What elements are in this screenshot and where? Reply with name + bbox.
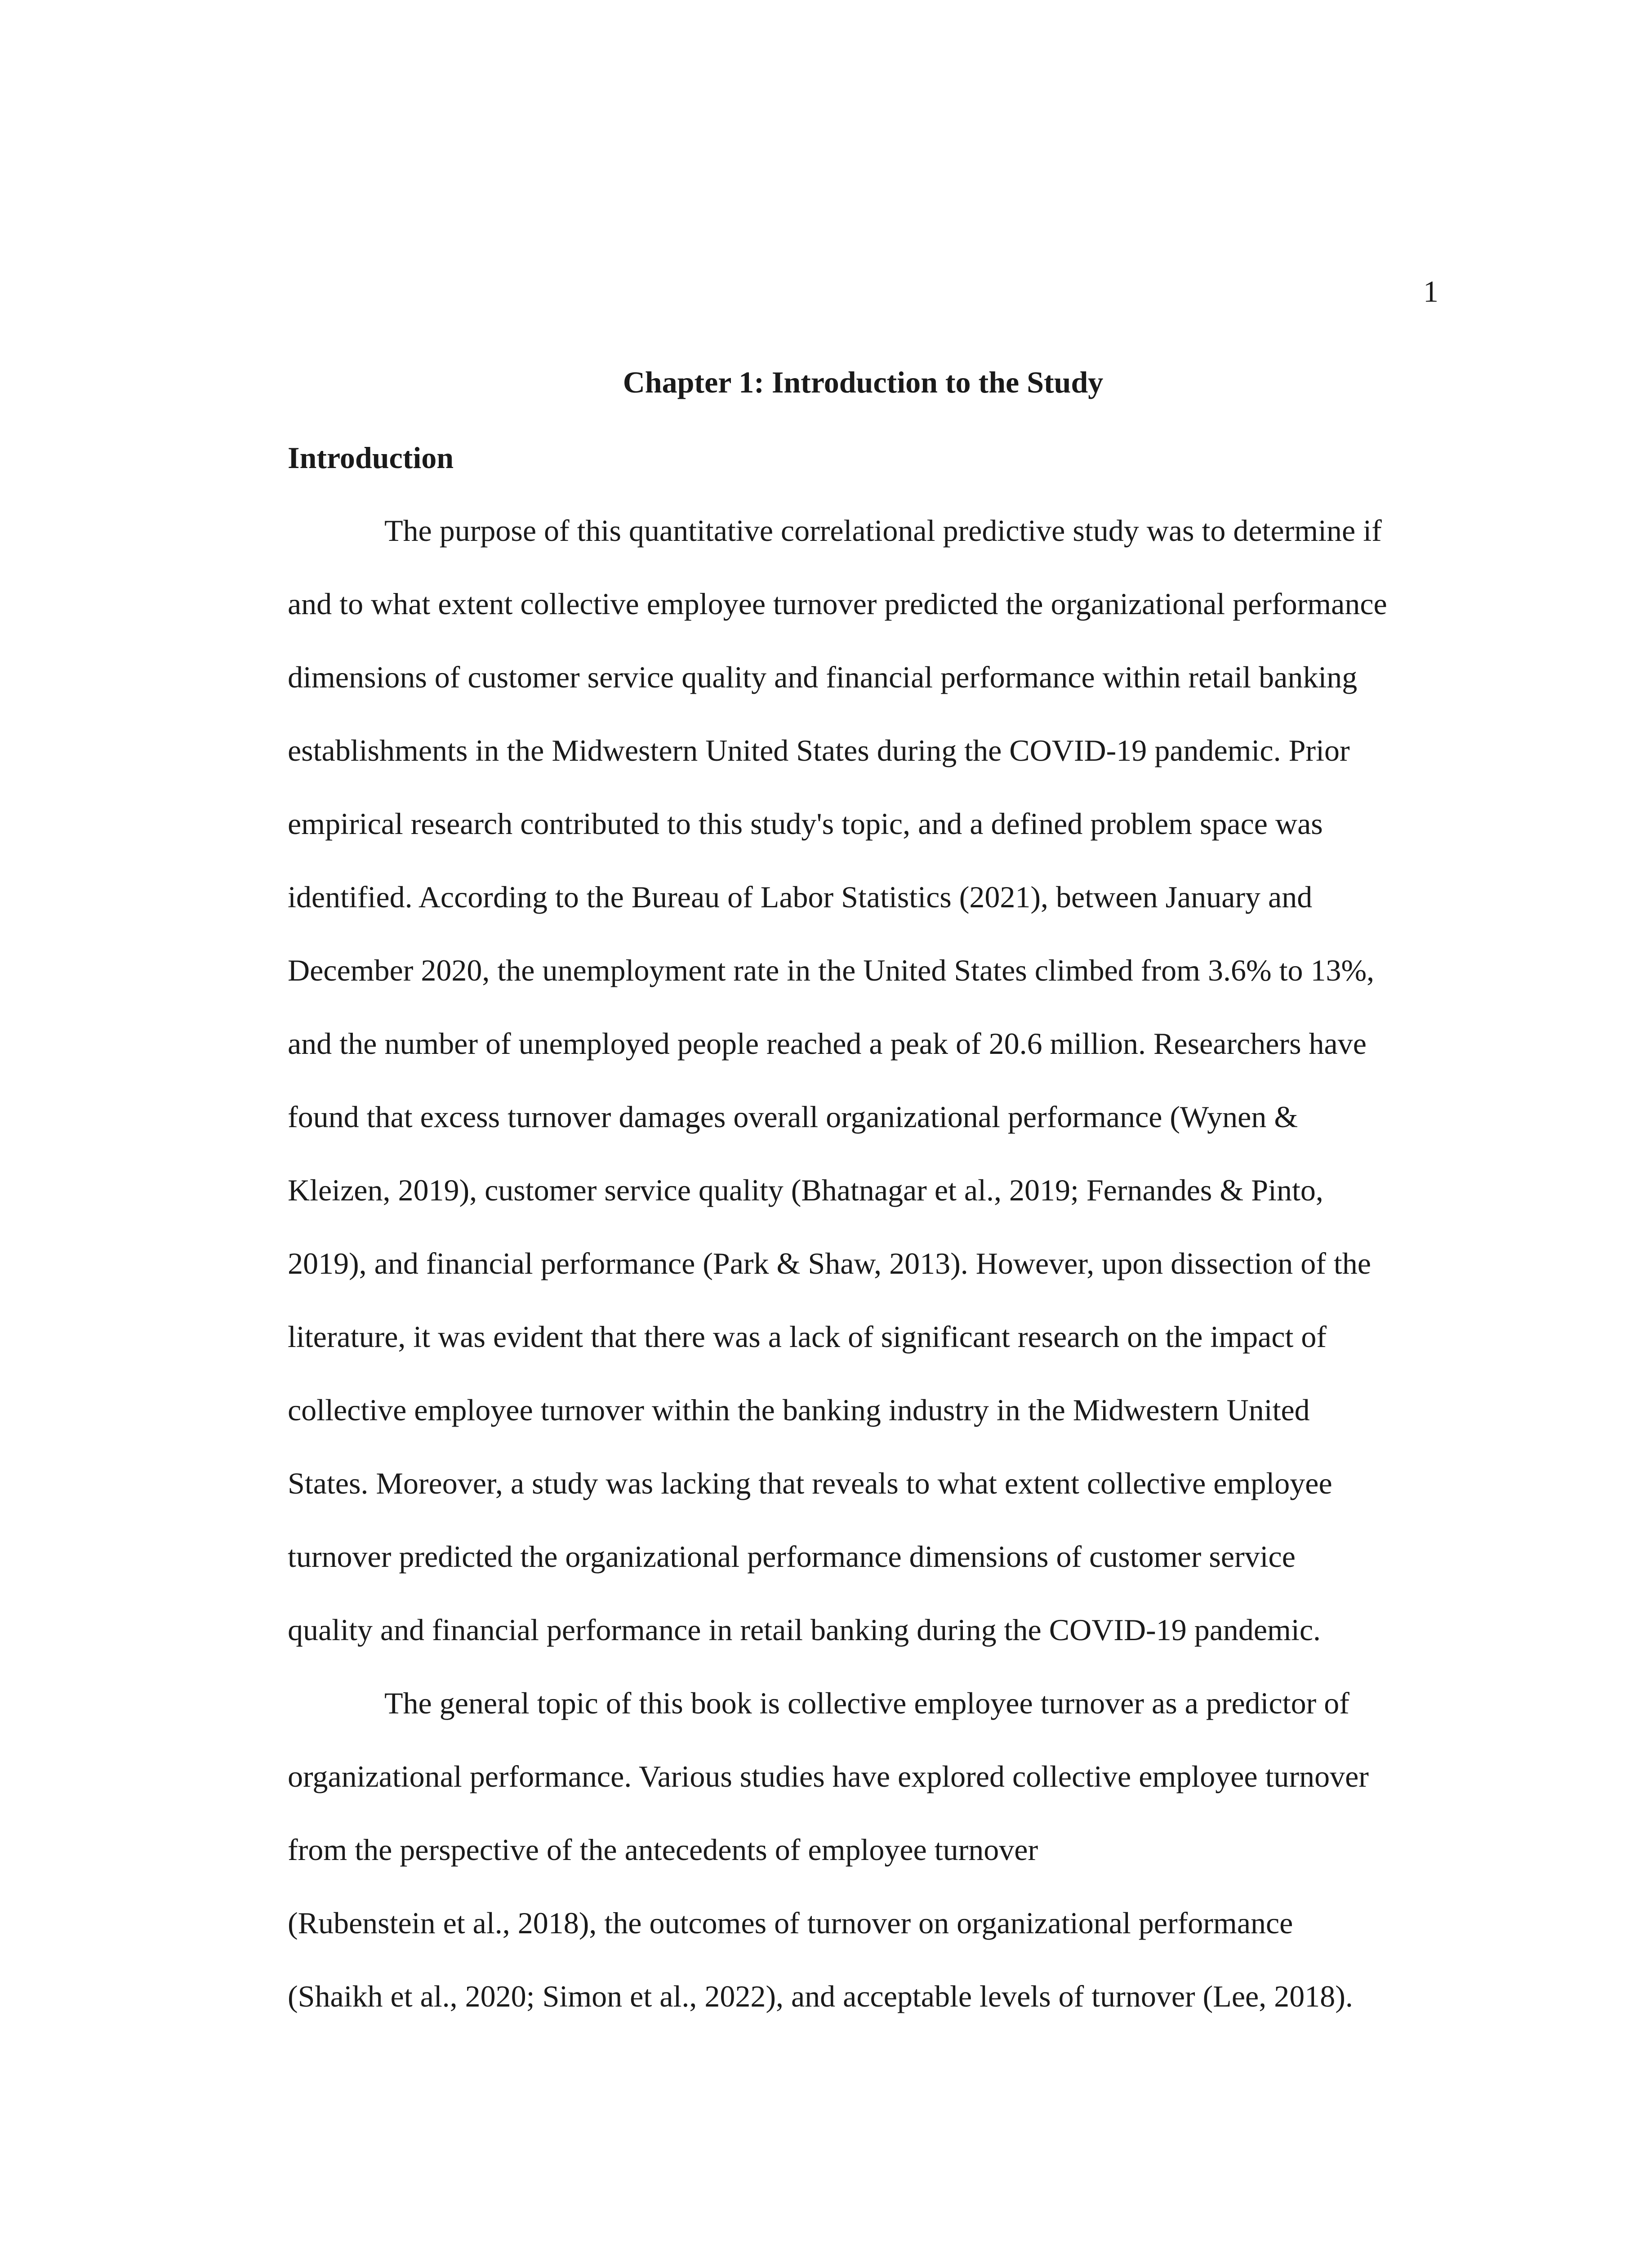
section-heading: Introduction (288, 441, 454, 475)
text-line: December 2020, the unemployment rate in the United States climbed from 3.6% to 13%, (288, 953, 1375, 987)
page-number: 1 (1423, 274, 1438, 308)
text-line: organizational performance. Various studies have explored collective employee turnover (288, 1759, 1369, 1793)
text-line: The general topic of this book is collective employee turnover as a predictor of (384, 1686, 1349, 1720)
text-line: quality and financial performance in retail banking during the COVID-19 pandemic. (288, 1613, 1321, 1647)
text-line: from the perspective of the antecedents of employee turnover (288, 1833, 1038, 1867)
text-line: empirical research contributed to this study's topic, and a defined problem space was (288, 807, 1323, 841)
text-line: collective employee turnover within the banking industry in the Midwestern United (288, 1393, 1310, 1427)
text-line: States. Moreover, a study was lacking that reveals to what extent collective employee (288, 1466, 1332, 1500)
text-line: identified. According to the Bureau of Labor Statistics (2021), between January and (288, 880, 1313, 914)
chapter-title: Chapter 1: Introduction to the Study (623, 365, 1104, 399)
text-line: found that excess turnover damages overall organizational performance (Wynen & (288, 1100, 1298, 1134)
text-line: 2019), and financial performance (Park & Shaw, 2013). However, upon dissection of the (288, 1246, 1371, 1280)
text-line: and to what extent collective employee turnover predicted the organizational performance (288, 587, 1387, 621)
text-line: (Shaikh et al., 2020; Simon et al., 2022), and acceptable levels of turnover (Lee, 2018). (288, 1979, 1353, 2013)
text-line: and the number of unemployed people reached a peak of 20.6 million. Researchers have (288, 1026, 1367, 1061)
text-line: Kleizen, 2019), customer service quality (Bhatnagar et al., 2019; Fernandes & Pinto, (288, 1173, 1323, 1207)
text-line: dimensions of customer service quality and financial performance within retail banking (288, 660, 1358, 694)
text-line: establishments in the Midwestern United States during the COVID-19 pandemic. Prior (288, 733, 1350, 767)
text-line: The purpose of this quantitative correlational predictive study was to determine if (384, 513, 1382, 548)
text-line: turnover predicted the organizational performance dimensions of customer service (288, 1539, 1296, 1574)
text-line: (Rubenstein et al., 2018), the outcomes of turnover on organizational performance (288, 1906, 1293, 1940)
text-line: literature, it was evident that there was a lack of significant research on the impact of (288, 1320, 1327, 1354)
